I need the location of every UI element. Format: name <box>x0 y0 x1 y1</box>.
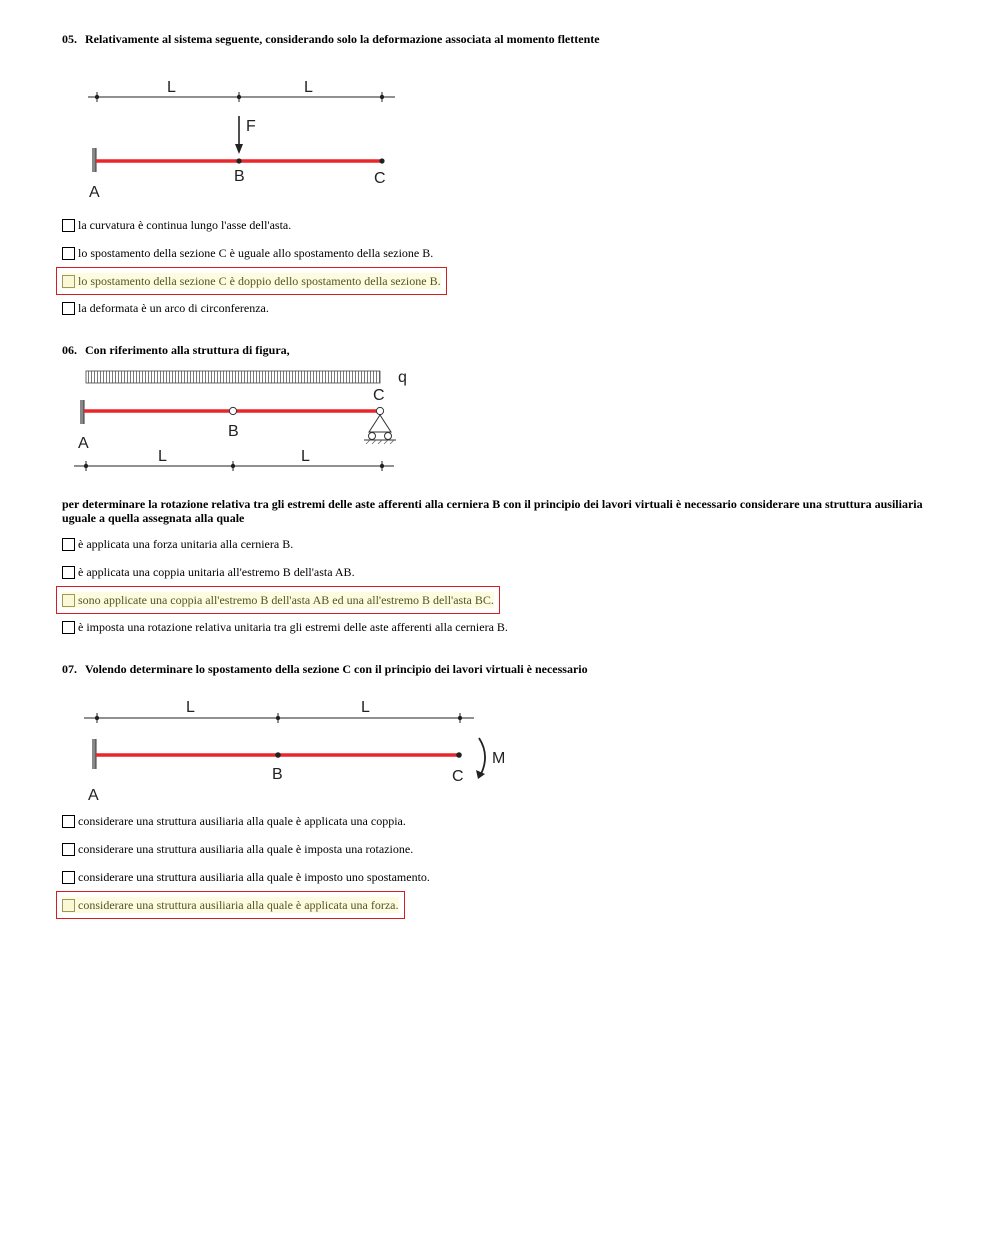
dim-label-2: L <box>304 79 313 96</box>
checkbox[interactable] <box>62 538 75 551</box>
dim-label-1: L <box>167 79 176 96</box>
load-label-m: M <box>492 750 506 767</box>
checkbox[interactable] <box>62 815 75 828</box>
option-text: sono applicate una coppia all'estremo B dell'asta AB ed una all'estremo B dell'asta BC. <box>78 592 494 607</box>
q05-option-2[interactable] <box>62 245 433 261</box>
dimension-line <box>88 92 395 102</box>
question-07-title <box>62 662 588 677</box>
point-b <box>275 752 281 758</box>
question-06-figure <box>0 360 420 480</box>
option-text: considerare una struttura ausiliaria alla quale è applicata una forza. <box>78 897 399 912</box>
moment-arrow-icon <box>476 738 485 779</box>
question-05-number: 05. <box>62 32 77 46</box>
question-05-title <box>62 32 600 47</box>
checkbox[interactable] <box>62 899 75 912</box>
fixed-support-a <box>92 739 96 769</box>
option-text: considerare una struttura ausiliaria alla quale è imposto uno spostamento. <box>78 869 430 884</box>
option-text: è applicata una forza unitaria alla cerniera B. <box>78 536 294 551</box>
option-text: è imposta una rotazione relativa unitaria tra gli estremi delle aste afferenti alla cerniera B. <box>78 619 508 634</box>
option-text: lo spostamento della sezione C è doppio dello spostamento della sezione B. <box>78 273 441 288</box>
hinge-c <box>376 407 383 414</box>
point-label-c: C <box>373 387 385 404</box>
dim-label-1: L <box>186 699 195 716</box>
dim-label-2: L <box>361 699 370 716</box>
point-c <box>456 752 462 758</box>
question-05-figure <box>0 70 420 205</box>
option-text: la deformata è un arco di circonferenza. <box>78 300 269 315</box>
point-label-a: A <box>88 787 99 804</box>
option-text: considerare una struttura ausiliaria alla quale è applicata una coppia. <box>78 813 406 828</box>
q07-option-2[interactable] <box>62 841 413 857</box>
q07-option-3[interactable] <box>62 869 430 885</box>
question-07-number: 07. <box>62 662 77 676</box>
point-label-c: C <box>452 768 464 785</box>
option-text: è applicata una coppia unitaria all'estremo B dell'asta AB. <box>78 564 355 579</box>
hinge-b <box>229 407 236 414</box>
question-06-title <box>62 343 290 358</box>
point-label-a: A <box>78 435 89 452</box>
load-label-q: q <box>398 369 407 386</box>
checkbox[interactable] <box>62 275 75 288</box>
checkbox[interactable] <box>62 871 75 884</box>
checkbox[interactable] <box>62 566 75 579</box>
q06-option-2[interactable] <box>62 564 355 580</box>
question-07-figure <box>0 690 540 810</box>
dim-label-2: L <box>301 448 310 465</box>
point-label-b: B <box>272 766 283 783</box>
point-label-b: B <box>228 423 239 440</box>
fixed-support-a <box>80 400 84 424</box>
checkbox[interactable] <box>62 843 75 856</box>
point-label-c: C <box>374 170 386 187</box>
question-06-text: Con riferimento alla struttura di figura, <box>85 343 290 357</box>
point-label-a: A <box>89 184 100 201</box>
question-06-number: 06. <box>62 343 77 357</box>
checkbox[interactable] <box>62 219 75 232</box>
point-b <box>236 158 241 163</box>
q06-option-3-correct[interactable] <box>62 592 494 608</box>
q07-option-4-correct[interactable] <box>62 897 399 913</box>
question-05-text: Relativamente al sistema seguente, considerando solo la deformazione associata al momento flettente <box>85 32 600 46</box>
option-text: la curvatura è continua lungo l'asse dell'asta. <box>78 217 292 232</box>
q07-option-1[interactable] <box>62 813 406 829</box>
distributed-load <box>86 371 380 383</box>
q05-option-1[interactable] <box>62 217 291 233</box>
option-text: lo spostamento della sezione C è uguale allo spostamento della sezione B. <box>78 245 434 260</box>
checkbox[interactable] <box>62 594 75 607</box>
force-arrow-icon <box>235 116 243 154</box>
fixed-support-a <box>92 148 96 172</box>
q06-option-4[interactable] <box>62 619 508 635</box>
option-text: considerare una struttura ausiliaria alla quale è imposta una rotazione. <box>78 841 414 856</box>
roller-support-c <box>364 415 396 444</box>
checkbox[interactable] <box>62 302 75 315</box>
q05-option-3-correct[interactable] <box>62 273 441 289</box>
q05-option-4[interactable] <box>62 300 269 316</box>
question-06-body: per determinare la rotazione relativa tra gli estremi delle aste afferenti alla cerniera B con il principio dei lavori virtuali è necessario considerare una struttura ausiliaria uguale a quella assegnata alla quale <box>62 497 923 525</box>
checkbox[interactable] <box>62 621 75 634</box>
point-c <box>379 158 384 163</box>
q06-option-1[interactable] <box>62 536 293 552</box>
question-07-text: Volendo determinare lo spostamento della sezione C con il principio dei lavori virtuali è necessario <box>85 662 588 676</box>
point-label-b: B <box>234 168 245 185</box>
dim-label-1: L <box>158 448 167 465</box>
load-label-f: F <box>246 118 256 135</box>
checkbox[interactable] <box>62 247 75 260</box>
